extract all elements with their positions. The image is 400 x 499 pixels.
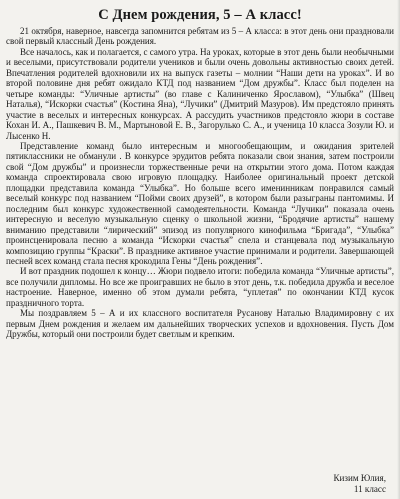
paragraph-intro: 21 октября, наверное, навсегда запомнится ребятам из 5 – А класса: в этот день они праздновали свой первый классный День рождения. — [6, 26, 394, 47]
article-title: С Днем рождения, 5 – А класс! — [98, 7, 302, 23]
author-grade: 11 класс — [353, 484, 386, 494]
paragraph-contests: Представление команд было интересным и многообещающим, и ожидания зрителей пятиклассники не обманули . В конкурсе эрудитов ребята показали свои знания, затем построили свой “Дом дружбы” и произнесли торжественные речи на открытии этого дома. Потом каждая команда спроектировала свою игровую площадку. Наиболее оригинальный проект детской площадки представила команда “Улыбка”. Но больше всего именинникам понравился самый веселый конкурс под названием “Пойми своих друзей”, в котором были разыграны пантомимы. И последним был конкурс художественной самодеятельности. Команда “Лучики” показала очень интересную и веселую музыкальную сценку о школьной жизни, “Бродячие артисты” нашему вниманию представили “лирический” эпизод из популярного кинофильма “Бригада”, “Улыбка” проинсценировала песню а команда “Искорки счастья” спела и станцевала под музыкальную композицию группы “Краски”. В празднике активное участие принимали и родители. Завершающей песней всех команд стала песня крокодила Гены “День рождения”. — [6, 140, 394, 266]
author-name: Кизим Юлия, — [333, 473, 386, 483]
author-signature — [333, 473, 386, 495]
paragraph-results: И вот праздник подошел к концу… Жюри подвело итоги: победила команда “Уличные артисты”, все получили дипломы. Но все же проигравших не было в этот день, т.к. победила дружба и веселое настроение. Наверное, именно об этом думали ребята, “уплетая” по окончании КТД кусок праздничного торта. — [6, 266, 394, 308]
paragraph-morning: Все началось, как и полагается, с самого утра. На уроках, которые в этот день были необычными и веселыми, присутствовали родители учеников и были очень довольны активностью своих детей. Впечатления родителей вдохновили их на выпуск газеты – молнии “Наши дети на уроках”. И во второй половине дня ребят ожидало КТД под названием “Дом дружбы”. Класс был поделен на четыре команды: “Уличные артисты” (во главе с Калиниченко Ярославом), “Улыбка” (Швец Наталья), “Искорки счастья” (Костина Яна), “Лучики” (Дмитрий Мазуров). Им предстояло принять участие в веселых и интересных конкурсах. А рассудить участников предстояло жюри в составе Кохан И. А., Пашкевич В. М., Мартыновой Е. В., Загорулько С. А., и ученица 10 класса Зозули Ю. и Лысенко Н. — [6, 46, 394, 141]
paragraph-congratulations: Мы поздравляем 5 – А и их классного воспитателя Русанову Наталью Владимировну с их первым Днем рождения и желаем им дальнейших творческих успехов и вдохновения. Пусть Дом Дружбы, который они построили будет светлым и крепким. — [6, 308, 394, 340]
